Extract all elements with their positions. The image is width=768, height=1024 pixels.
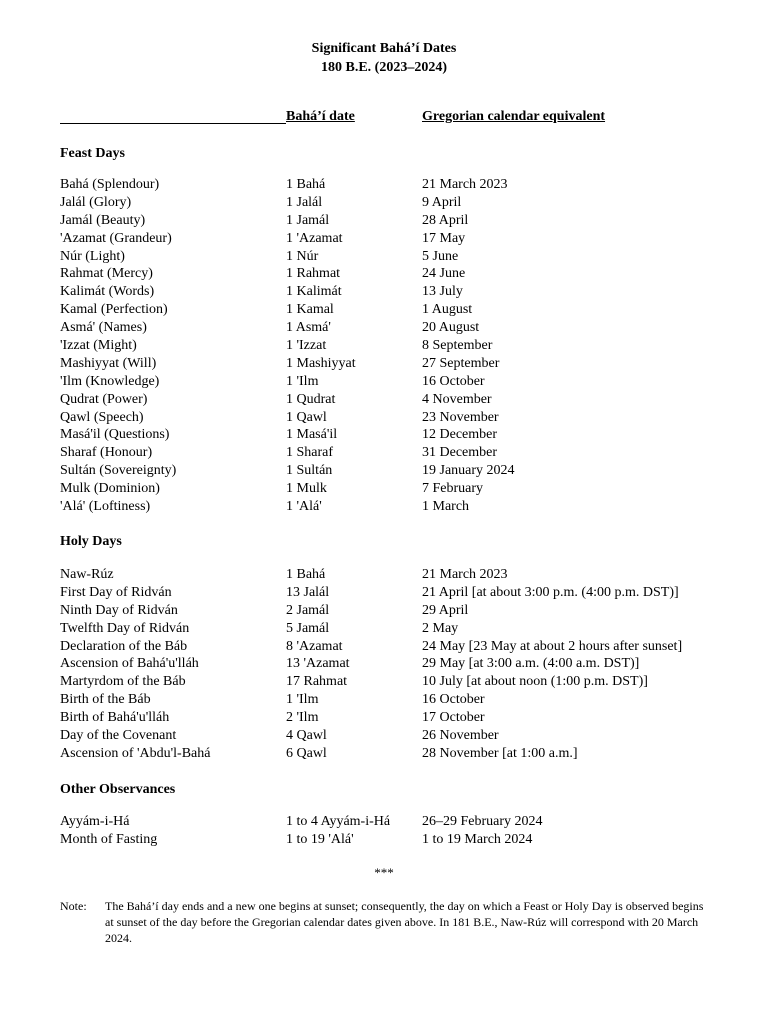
bahai-date: 1 Asmá'	[286, 320, 331, 336]
table-row	[60, 620, 740, 638]
gregorian-date: 17 May	[422, 230, 466, 246]
bahai-date: 1 Qawl	[286, 409, 327, 425]
gregorian-date: 1 March	[422, 499, 470, 515]
gregorian-date: 8 September	[422, 338, 493, 354]
gregorian-date: 29 May [at 3:00 a.m. (4:00 a.m. DST)]	[422, 656, 640, 672]
table-row	[60, 691, 740, 709]
observance-name: 'Ilm (Knowledge)	[60, 373, 160, 389]
table-row	[60, 194, 740, 212]
column-headers	[60, 108, 620, 126]
bahai-date: 5 Jamál	[286, 620, 330, 636]
table-row	[60, 265, 740, 283]
observance-name: Naw-Rúz	[60, 567, 114, 582]
gregorian-date: 2 May	[422, 620, 459, 636]
table-row	[60, 426, 740, 444]
table-row	[60, 248, 740, 266]
bahai-date: 1 'Azamat	[286, 230, 343, 246]
bahai-date: 1 Masá'il	[286, 427, 338, 443]
observance-name: Ascension of 'Abdu'l-Bahá	[60, 745, 211, 761]
observance-name: Declaration of the Báb	[60, 638, 188, 654]
gregorian-date: 4 November	[422, 391, 492, 407]
gregorian-date: 1 August	[422, 302, 473, 318]
observance-name: Sharaf (Honour)	[60, 445, 153, 461]
table-row	[60, 498, 740, 516]
table-row	[60, 230, 740, 248]
gregorian-date: 17 October	[422, 710, 485, 726]
gregorian-date: 21 March 2023	[422, 177, 508, 192]
gregorian-date: 5 June	[422, 248, 459, 264]
gregorian-date: 28 April	[422, 212, 469, 228]
table-row	[60, 638, 740, 656]
table-row	[60, 373, 740, 391]
gregorian-date: 9 April	[422, 194, 462, 210]
observance-name: Rahmat (Mercy)	[60, 266, 153, 282]
section-heading-other-observances: Other Observances	[60, 782, 176, 797]
gregorian-date: 1 to 19 March 2024	[422, 831, 533, 847]
separator: ***	[374, 865, 394, 880]
bahai-date: 8 'Azamat	[286, 638, 343, 654]
gregorian-date: 29 April	[422, 602, 469, 618]
table-row	[60, 444, 740, 462]
gregorian-date: 21 April [at about 3:00 p.m. (4:00 p.m. DST)]	[422, 584, 679, 600]
document-title	[0, 40, 768, 78]
section-heading-feast-days: Feast Days	[60, 146, 125, 161]
observance-name: Jamál (Beauty)	[60, 212, 146, 228]
table-row	[60, 391, 740, 409]
bahai-date: 1 Sultán	[286, 463, 333, 479]
table-row	[60, 319, 740, 337]
table-row	[60, 727, 740, 745]
gregorian-date: 24 June	[422, 266, 466, 282]
table-row	[60, 673, 740, 691]
gregorian-date: 20 August	[422, 320, 480, 336]
bahai-date: 1 Kamal	[286, 302, 334, 318]
bahai-date: 1 Jalál	[286, 194, 323, 210]
bahai-date: 1 'Alá'	[286, 499, 322, 515]
observance-name: Ninth Day of Ridván	[60, 602, 178, 618]
observance-name: Jalál (Glory)	[60, 194, 132, 210]
observance-name: Birth of Bahá'u'lláh	[60, 710, 170, 726]
table-row	[60, 462, 740, 480]
table-row	[60, 584, 740, 602]
table-row	[60, 480, 740, 498]
bahai-date: 1 'Ilm	[286, 692, 319, 708]
header-rule	[60, 123, 286, 124]
section-heading-holy-days: Holy Days	[60, 534, 122, 549]
table-row	[60, 301, 740, 319]
gregorian-date: 10 July [at about noon (1:00 p.m. DST)]	[422, 674, 648, 690]
observance-name: Martyrdom of the Báb	[60, 674, 186, 690]
gregorian-date: 31 December	[422, 445, 498, 461]
table-row	[60, 212, 740, 230]
gregorian-date: 21 March 2023	[422, 567, 508, 582]
gregorian-date: 7 February	[422, 481, 484, 497]
gregorian-date: 26–29 February 2024	[422, 814, 543, 829]
bahai-date: 13 'Azamat	[286, 656, 350, 672]
gregorian-date: 23 November	[422, 409, 499, 425]
gregorian-date: 24 May [23 May at about 2 hours after sunset]	[422, 638, 683, 654]
bahai-date: 1 Jamál	[286, 212, 330, 228]
bahai-date: 1 Bahá	[286, 567, 326, 582]
observance-name: 'Alá' (Loftiness)	[60, 499, 151, 515]
bahai-date: 1 to 4 Ayyám-i-Há	[286, 814, 391, 829]
table-row	[60, 176, 740, 194]
bahai-date: 1 to 19 'Alá'	[286, 831, 354, 847]
table-row	[60, 813, 740, 831]
bahai-date: 1 Mulk	[286, 481, 327, 497]
gregorian-date: 12 December	[422, 427, 498, 443]
observance-name: First Day of Ridván	[60, 584, 172, 600]
observance-name: 'Izzat (Might)	[60, 338, 137, 354]
observance-name: Ayyám-i-Há	[60, 814, 130, 829]
gregorian-date: 26 November	[422, 728, 499, 744]
table-row	[60, 655, 740, 673]
observance-name: Month of Fasting	[60, 831, 158, 847]
observance-name: Sultán (Sovereignty)	[60, 463, 177, 479]
note-label: Note:	[60, 899, 87, 913]
bahai-date: 6 Qawl	[286, 745, 327, 761]
bahai-date: 1 Qudrat	[286, 391, 336, 407]
gregorian-date: 16 October	[422, 692, 485, 708]
title-line-1: Significant Bahá’í Dates	[311, 41, 457, 56]
feast-days-table	[60, 176, 740, 516]
bahai-date: 1 'Izzat	[286, 338, 327, 354]
bahai-date: 1 Mashiyyat	[286, 355, 356, 371]
observance-name: Bahá (Splendour)	[60, 177, 160, 192]
table-row	[60, 409, 740, 427]
observance-name: Day of the Covenant	[60, 728, 177, 744]
other-observances-table	[60, 813, 740, 849]
observance-name: Qudrat (Power)	[60, 391, 148, 407]
observance-name: Ascension of Bahá'u'lláh	[60, 656, 199, 672]
bahai-date: 13 Jalál	[286, 584, 330, 600]
gregorian-date: 19 January 2024	[422, 463, 515, 479]
bahai-date: 1 'Ilm	[286, 373, 319, 389]
observance-name: Núr (Light)	[60, 248, 125, 264]
bahai-date: 1 Sharaf	[286, 445, 334, 461]
title-line-2: 180 B.E. (2023–2024)	[321, 60, 447, 75]
table-row	[60, 831, 740, 849]
observance-name: Qawl (Speech)	[60, 409, 144, 425]
observance-name: Kalimát (Words)	[60, 284, 155, 300]
table-row	[60, 745, 740, 763]
observance-name: Masá'il (Questions)	[60, 427, 170, 443]
gregorian-date: 27 September	[422, 355, 500, 371]
gregorian-date: 16 October	[422, 373, 485, 389]
bahai-date: 1 Núr	[286, 248, 319, 264]
gregorian-date: 28 November [at 1:00 a.m.]	[422, 745, 578, 761]
observance-name: Twelfth Day of Ridván	[60, 620, 190, 636]
column-header-gregorian: Gregorian calendar equivalent	[422, 109, 606, 124]
observance-name: 'Azamat (Grandeur)	[60, 230, 172, 246]
bahai-date: 1 Rahmat	[286, 266, 341, 282]
observance-name: Mashiyyat (Will)	[60, 355, 157, 371]
table-row	[60, 602, 740, 620]
observance-name: Birth of the Báb	[60, 692, 151, 708]
bahai-date: 17 Rahmat	[286, 674, 348, 690]
bahai-date: 2 'Ilm	[286, 710, 319, 726]
table-row	[60, 337, 740, 355]
gregorian-date: 13 July	[422, 284, 463, 300]
bahai-date: 1 Bahá	[286, 177, 326, 192]
note-text: The Bahá’í day ends and a new one begins at sunset; consequently, the day on which a Feast or Holy Day is observed begins at sunset of the day before the Gregorian calendar dates given above. In 181 B.E., Naw-Rúz will correspond with 20 March 2024.	[105, 899, 704, 945]
observance-name: Kamal (Perfection)	[60, 302, 168, 318]
bahai-date: 4 Qawl	[286, 728, 327, 744]
bahai-date: 1 Kalimát	[286, 284, 342, 300]
observance-name: Mulk (Dominion)	[60, 481, 160, 497]
column-header-bahai-date: Bahá’í date	[286, 109, 355, 124]
holy-days-table	[60, 566, 740, 763]
table-row	[60, 355, 740, 373]
observance-name: Asmá' (Names)	[60, 320, 147, 336]
table-row	[60, 283, 740, 301]
bahai-date: 2 Jamál	[286, 602, 330, 618]
table-row	[60, 709, 740, 727]
table-row	[60, 566, 740, 584]
